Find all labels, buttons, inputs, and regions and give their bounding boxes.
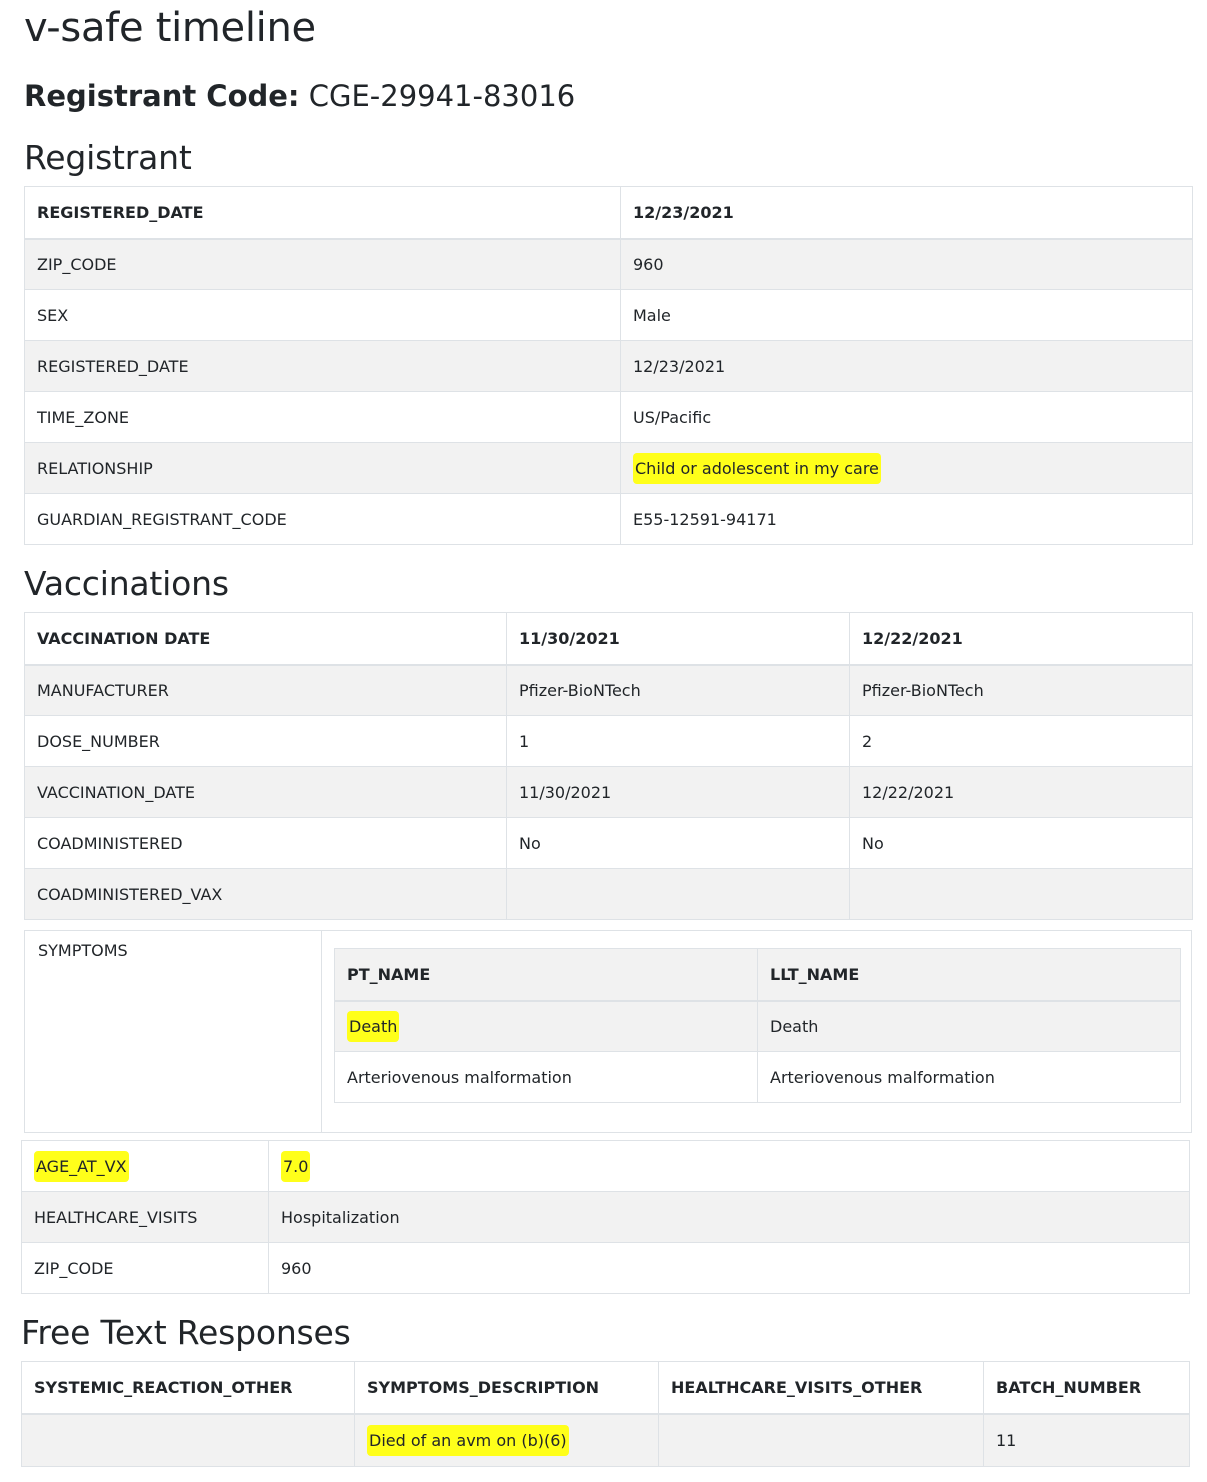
table-row <box>22 1192 1190 1243</box>
table-row <box>22 1243 1190 1294</box>
vaccinations-table <box>24 612 1193 920</box>
table-row <box>25 239 1193 290</box>
table-header-row <box>25 187 1193 239</box>
highlighted-value: AGE_AT_VX <box>34 1151 129 1182</box>
table-row <box>22 1141 1190 1192</box>
table-header-row <box>25 613 1193 665</box>
field-name: ZIP_CODE <box>25 239 621 290</box>
registrant-code-label: Registrant Code: <box>24 79 300 113</box>
field-name: VACCINATION_DATE <box>25 767 507 818</box>
field-value: 960 <box>621 239 1193 290</box>
field-name: ZIP_CODE <box>22 1243 269 1294</box>
table-header-cell: SYMPTOMS_DESCRIPTION <box>355 1362 659 1414</box>
field-value <box>269 1141 1190 1192</box>
field-name: GUARDIAN_REGISTRANT_CODE <box>25 494 621 545</box>
symptoms-divider <box>321 931 322 1132</box>
field-value: 12/22/2021 <box>850 767 1193 818</box>
field-value: Male <box>621 290 1193 341</box>
table-row <box>25 341 1193 392</box>
field-value <box>659 1414 984 1467</box>
field-value: 2 <box>850 716 1193 767</box>
table-header-cell: VACCINATION DATE <box>25 613 507 665</box>
table-header-row <box>335 949 1181 1001</box>
table-header-cell: LLT_NAME <box>758 949 1181 1001</box>
table-header-cell: SYSTEMIC_REACTION_OTHER <box>22 1362 355 1414</box>
field-value <box>355 1414 659 1467</box>
field-value: Pfizer-BioNTech <box>507 665 850 716</box>
table-row <box>25 290 1193 341</box>
field-name <box>22 1141 269 1192</box>
symptoms-table <box>334 948 1181 1103</box>
table-header-row <box>22 1362 1190 1414</box>
free-text-table <box>21 1361 1190 1467</box>
field-value <box>850 869 1193 920</box>
field-name: DOSE_NUMBER <box>25 716 507 767</box>
field-name: COADMINISTERED <box>25 818 507 869</box>
table-header-cell: REGISTERED_DATE <box>25 187 621 239</box>
field-value: 11/30/2021 <box>507 767 850 818</box>
vaccinations-heading: Vaccinations <box>24 564 229 603</box>
field-value <box>621 443 1193 494</box>
field-value: Hospitalization <box>269 1192 1190 1243</box>
free-text-heading: Free Text Responses <box>21 1313 351 1352</box>
field-name: TIME_ZONE <box>25 392 621 443</box>
field-name: RELATIONSHIP <box>25 443 621 494</box>
table-row <box>25 767 1193 818</box>
symptoms-label: SYMPTOMS <box>38 941 128 960</box>
field-value: No <box>507 818 850 869</box>
field-value: Pfizer-BioNTech <box>850 665 1193 716</box>
field-value: 1 <box>507 716 850 767</box>
table-row <box>25 494 1193 545</box>
field-name: SEX <box>25 290 621 341</box>
table-row <box>22 1414 1190 1467</box>
symptoms-block <box>24 930 1192 1133</box>
field-value: E55-12591-94171 <box>621 494 1193 545</box>
table-row <box>25 716 1193 767</box>
page-title: v-safe timeline <box>24 5 316 51</box>
field-value: No <box>850 818 1193 869</box>
table-row <box>335 1001 1181 1052</box>
field-value: 960 <box>269 1243 1190 1294</box>
table-header-cell: HEALTHCARE_VISITS_OTHER <box>659 1362 984 1414</box>
registrant-table <box>24 186 1193 545</box>
table-row <box>25 665 1193 716</box>
highlighted-value: Death <box>347 1011 399 1042</box>
table-row <box>25 443 1193 494</box>
field-value <box>22 1414 355 1467</box>
table-row <box>335 1052 1181 1103</box>
llt-name-cell: Arteriovenous malformation <box>758 1052 1181 1103</box>
table-header-cell: 12/23/2021 <box>621 187 1193 239</box>
table-header-cell: BATCH_NUMBER <box>984 1362 1190 1414</box>
field-value: 12/23/2021 <box>621 341 1193 392</box>
field-name: HEALTHCARE_VISITS <box>22 1192 269 1243</box>
registrant-code-value: CGE-29941-83016 <box>308 79 576 113</box>
highlighted-value: Child or adolescent in my care <box>633 453 881 484</box>
table-header-cell: 11/30/2021 <box>507 613 850 665</box>
highlighted-value: Died of an avm on (b)(6) <box>367 1425 569 1456</box>
vaccination-details-table <box>21 1140 1190 1294</box>
pt-name-cell <box>335 1001 758 1052</box>
field-value <box>507 869 850 920</box>
registrant-code <box>24 76 575 116</box>
table-row <box>25 818 1193 869</box>
table-row <box>25 392 1193 443</box>
table-row <box>25 869 1193 920</box>
field-name: MANUFACTURER <box>25 665 507 716</box>
highlighted-value: 7.0 <box>281 1151 310 1182</box>
table-header-cell: 12/22/2021 <box>850 613 1193 665</box>
llt-name-cell: Death <box>758 1001 1181 1052</box>
field-value: US/Pacific <box>621 392 1193 443</box>
table-header-cell: PT_NAME <box>335 949 758 1001</box>
registrant-heading: Registrant <box>24 138 192 177</box>
field-name: COADMINISTERED_VAX <box>25 869 507 920</box>
field-name: REGISTERED_DATE <box>25 341 621 392</box>
pt-name-cell: Arteriovenous malformation <box>335 1052 758 1103</box>
field-value: 11 <box>984 1414 1190 1467</box>
